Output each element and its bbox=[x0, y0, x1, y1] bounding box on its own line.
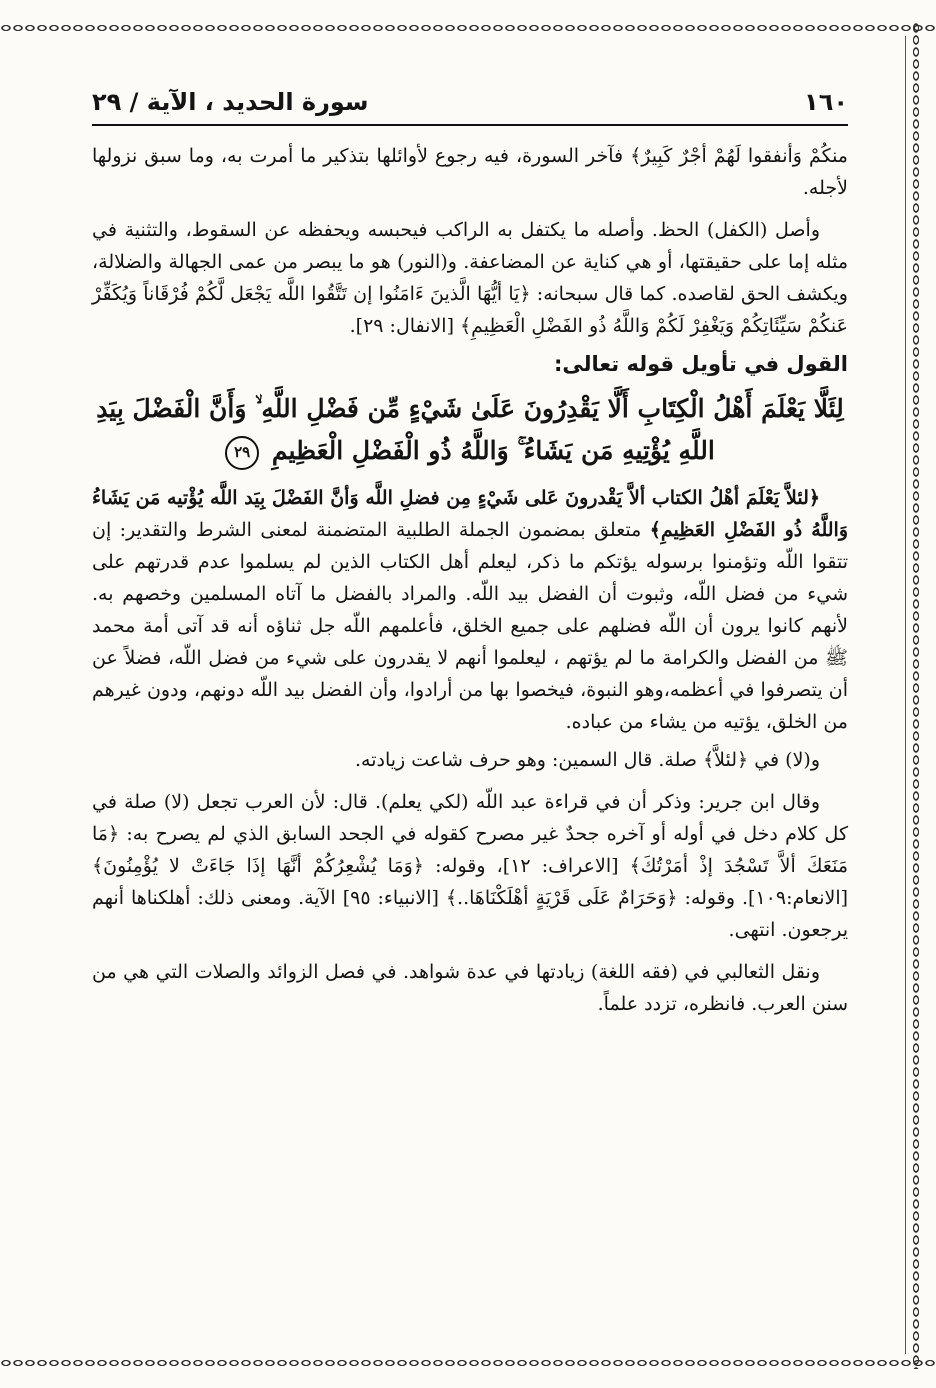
verse-number-marker: ٢٩ bbox=[225, 436, 259, 470]
page-header bbox=[92, 82, 848, 122]
paragraph-3-rest: متعلق بمضمون الجملة الطلبية المتضمنة لمعنى الشرط والتقدير: إن تتقوا اللّه وتؤمنوا برسوله يؤتكم ما ذكر، ليعلم أهل الكتاب الذين لم يسلموا عدم قدرتهم على شيء من فضل اللّه، وثبوت أن الفضل بيد اللّه. والمراد بالفضل ما آتاه المسلمين وخصهم به. لأنهم كانوا يرون أن اللّه فضلهم على جميع الخلق، فأعلمهم اللّه جل ثناؤه أنه قد آتى أمة محمد ﷺ من الفضل والكرامة ما لم يؤتهم ، ليعلموا أنهم لا يقدرون على شيء من فضل اللّه، فضلاً عن أن يتصرفوا في أعظمه،وهو النبوة، فيخصوا بها من أرادوا، وأن الفضل بيد اللّه دونهم، ودون غيرهم من الخلق، يؤتيه من يشاء من عباده. bbox=[92, 519, 848, 733]
header-rule bbox=[92, 124, 848, 126]
paragraph-2: وأصل (الكفل) الحظ. وأصله ما يكتفل به الراكب فيحبسه ويحفظه عن السقوط، والتثنية في مثله إما على حقيقتها، أو هي كناية عن المضاعفة. و(النور) هو ما يبصر من عمى الجهالة والضلالة، ويكشف الحق لقاصده. كما قال سبحانه: ﴿يَا أيُّهَا الَّذينَ ءَامَنُوا إن تَتَّقُوا اللَّه يَجْعَل لَّكُمْ فُرْقَاناً وَيُكَفِّرْ عَنكُمْ سَيِّئَاتِكُمْ وَيَغْفِرْ لَكُمْ وَاللَّهُ ذُو الفَضْلِ الْعَظِيمِ﴾ [الانفال: ٢٩]. bbox=[92, 219, 848, 337]
section-heading: القول في تأويل قوله تعالى: bbox=[554, 352, 848, 376]
paragraph-3 bbox=[92, 482, 848, 738]
paragraph-1: منكُمْ وَأنفقوا لَهُمْ أجْرٌ كَبِيرٌ﴾ فآخر السورة، فيه رجوع لأوائلها بتذكير ما أمرت به، وما سبق نزولها لأجله. bbox=[92, 145, 848, 199]
paragraph-3-quote: ﴿لئلاَّ يَعْلَمَ أهْلُ الكتاب ألاَّ يَقْدرونَ عَلى شَيْءٍ مِن فضلِ اللَّه وَأنَّ الفَضْلَ بِيَد اللَّه يُؤْتيه مَن يَشَاءُ وَاللَّهُ ذُو الفَضْلِ العَظِيمِ﴾ bbox=[92, 487, 848, 541]
verse-text: لِئَلَّا يَعْلَمَ أَهْلُ الْكِتَابِ أَلَّا يَقْدِرُونَ عَلَىٰ شَيْءٍ مِّن فَضْلِ اللَّهِ ۙ وَأَنَّ الْفَضْلَ بِيَدِ اللَّهِ يُؤْتِيهِ مَن يَشَاءُ ۚ وَاللَّهُ ذُو الْفَضْلِ الْعَظِيمِ bbox=[96, 394, 844, 465]
inner-border-line bbox=[905, 36, 906, 1354]
top-ornamental-border bbox=[0, 22, 936, 34]
running-title: سورة الحديد ، الآية / ٢٩ bbox=[92, 88, 369, 116]
page-body bbox=[92, 140, 848, 1026]
page-number: ١٦٠ bbox=[804, 88, 848, 116]
bottom-ornamental-border bbox=[0, 1357, 936, 1369]
paragraph-4: و(لا) في ﴿لئلاَّ﴾ صلة. قال السمين: وهو حرف شاعت زيادته. bbox=[354, 749, 820, 771]
right-ornamental-border bbox=[910, 22, 922, 1369]
paragraph-6: ونقل الثعالبي في (فقه اللغة) زيادتها في عدة شواهد. في فصل الزوائد والصلات التي هي من سنن العرب. فانظره، تزدد علماً. bbox=[92, 961, 848, 1015]
quran-verse bbox=[92, 388, 848, 472]
paragraph-5: وقال ابن جرير: وذكر أن في قراءة عبد اللّه (لكي يعلم). قال: لأن العرب تجعل (لا) صلة في كل كلام دخل في أوله أو آخره جحدٌ غير مصرح كقوله في الجحد السابق الذي لم يصرح به: ﴿مَا مَنَعَكَ ألاَّ تَسْجُدَ إذْ أمَرْتُكَ﴾ [الاعراف: ١٢]، وقوله: ﴿وَمَا يُشْعِرُكُمْ أنَّهَا إذَا جَاءَتْ لا يُؤْمِنُونَ﴾ [الانعام:١٠٩]. وقوله: ﴿وَحَرَامٌ عَلَى قَرْيَةٍ أهْلَكْنَاهَا..﴾ [الانبياء: ٩٥] الآية. ومعنى ذلك: أهلكناها أنهم يرجعون. انتهى. bbox=[92, 791, 849, 941]
